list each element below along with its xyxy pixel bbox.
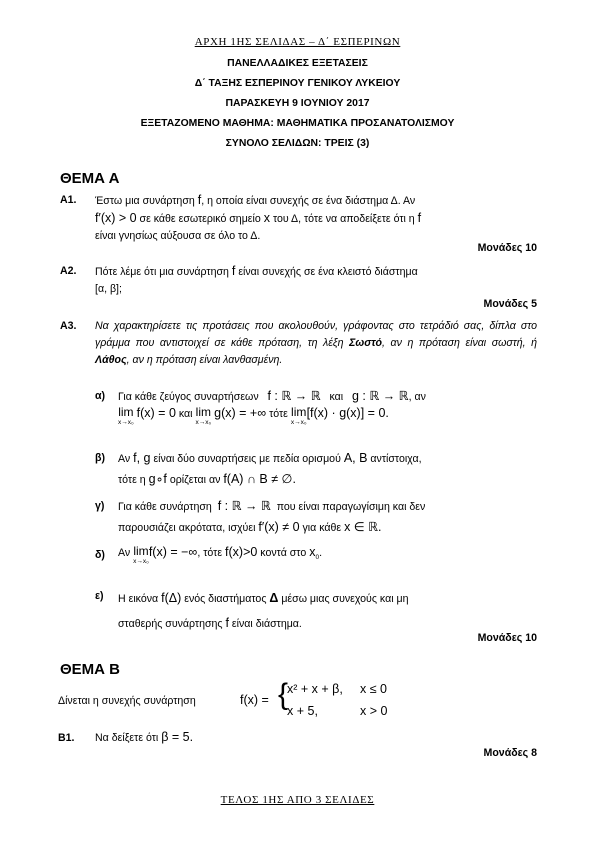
exam-subject: ΕΞΕΤΑΖΟΜΕΝΟ ΜΑΘΗΜΑ: ΜΑΘΗΜΑΤΙΚΑ ΠΡΟΣΑΝΑΤΟΛΙΣΜΟΥ xyxy=(140,118,455,129)
b1-marks: Μονάδες 8 xyxy=(483,747,537,759)
a3-item-d-label: δ) xyxy=(95,549,105,561)
theme-a-title: ΘΕΜΑ Α xyxy=(60,170,120,187)
theme-b-intro: Δίνεται η συνεχής συνάρτηση xyxy=(58,695,196,707)
b1-text: Να δείξετε ότι β = 5. xyxy=(95,730,194,744)
theme-b-title: ΘΕΜΑ Β xyxy=(60,661,120,678)
a3-item-d-text: Αν lim x→x₀ f(x) = −∞, τότε f(x)>0 κοντά στο $x_0$. xyxy=(118,544,323,565)
piecewise-case2-cond: x > 0 xyxy=(360,704,388,718)
exam-class: Δ΄ ΤΑΞΗΣ ΕΣΠΕΡΙΝΟΥ ΓΕΝΙΚΟΥ ΛΥΚΕΙΟΥ xyxy=(194,78,401,89)
a2-label: Α2. xyxy=(60,265,77,277)
a3-item-e-text: Η εικόνα f(Δ) ενός διαστήματος Δ μέσω μιας συνεχούς και μη σταθερής συνάρτησης f είναι διάστημα. xyxy=(118,591,409,630)
a3-item-a-formula: lim x→x₀ f(x) = 0 και lim x→x₀ g(x) = +∞ τότε lim x→x₀ [f(x) · g(x)] = 0. xyxy=(118,405,389,426)
page-count: ΣΥΝΟΛΟ ΣΕΛΙΔΩΝ: ΤΡΕΙΣ (3) xyxy=(225,138,370,149)
a3-item-c-text: Για κάθε συνάρτηση f : ℝ → ℝ που είναι παραγωγίσιμη και δεν παρουσιάζει ακρότατα, ισχύει f′(x) ≠ 0 για κάθε x ∈ ℝ. xyxy=(118,499,426,534)
a3-label: Α3. xyxy=(60,320,77,332)
a2-marks: Μονάδες 5 xyxy=(483,298,537,310)
b1-label: Β1. xyxy=(58,732,75,744)
a1-marks: Μονάδες 10 xyxy=(477,242,537,254)
piecewise-case1-expr: x² + x + β, xyxy=(287,682,343,696)
page-top-header: ΑΡΧΗ 1ΗΣ ΣΕΛΙΔΑΣ – Δ΄ ΕΣΠΕΡΙΝΩΝ xyxy=(194,36,401,48)
a1-text: Έστω μια συνάρτηση f, η οποία είναι συνεχής σε ένα διάστημα Δ. Αν f′(x) > 0 σε κάθε εσωτερικό σημείο x του Δ, τότε να αποδείξετε ότι η f είναι γνησίως αύξουσα σε όλο το Δ. xyxy=(95,193,422,242)
piecewise-case1-cond: x ≤ 0 xyxy=(360,682,388,696)
a3-item-b-label: β) xyxy=(95,452,105,464)
a3-marks: Μονάδες 10 xyxy=(477,632,537,644)
piecewise-brace: { xyxy=(278,678,289,711)
exam-title: ΠΑΝΕΛΛΑΔΙΚΕΣ ΕΞΕΤΑΣΕΙΣ xyxy=(227,58,368,69)
a2-text: Πότε λέμε ότι μια συνάρτηση f είναι συνεχής σε ένα κλειστό διάστημα [α, β]; xyxy=(95,264,418,295)
theme-b-fx: f(x) = xyxy=(240,693,269,707)
a3-item-e-label: ε) xyxy=(95,590,104,602)
a3-item-a-text: Για κάθε ζεύγος συναρτήσεων f : ℝ → ℝ και g : ℝ → ℝ, αν xyxy=(118,389,426,403)
a3-intro: Να χαρακτηρίσετε τις προτάσεις που ακολουθούν, γράφοντας στο τετράδιό σας, δίπλα στο γράμμα που αντιστοιχεί σε κάθε πρόταση, τη λέξη Σωστό, αν η πρόταση είναι σωστή, ή Λάθος, αν η πρόταση είναι λανθασμένη. xyxy=(95,320,537,366)
a3-item-c-label: γ) xyxy=(95,500,105,512)
a3-item-b-text: Αν f, g είναι δύο συναρτήσεις με πεδία ορισμού Α, Β αντίστοιχα, τότε η g∘f ορίζεται αν f(A) ∩ B ≠ ∅. xyxy=(118,451,422,486)
exam-date: ΠΑΡΑΣΚΕΥΗ 9 ΙΟΥΝΙΟΥ 2017 xyxy=(225,98,370,109)
piecewise-case2-expr: x + 5, xyxy=(287,704,318,718)
a1-label: Α1. xyxy=(60,194,77,206)
a3-item-a-label: α) xyxy=(95,390,106,402)
page-footer: ΤΕΛΟΣ 1ΗΣ ΑΠΟ 3 ΣΕΛΙΔΕΣ xyxy=(220,794,375,806)
